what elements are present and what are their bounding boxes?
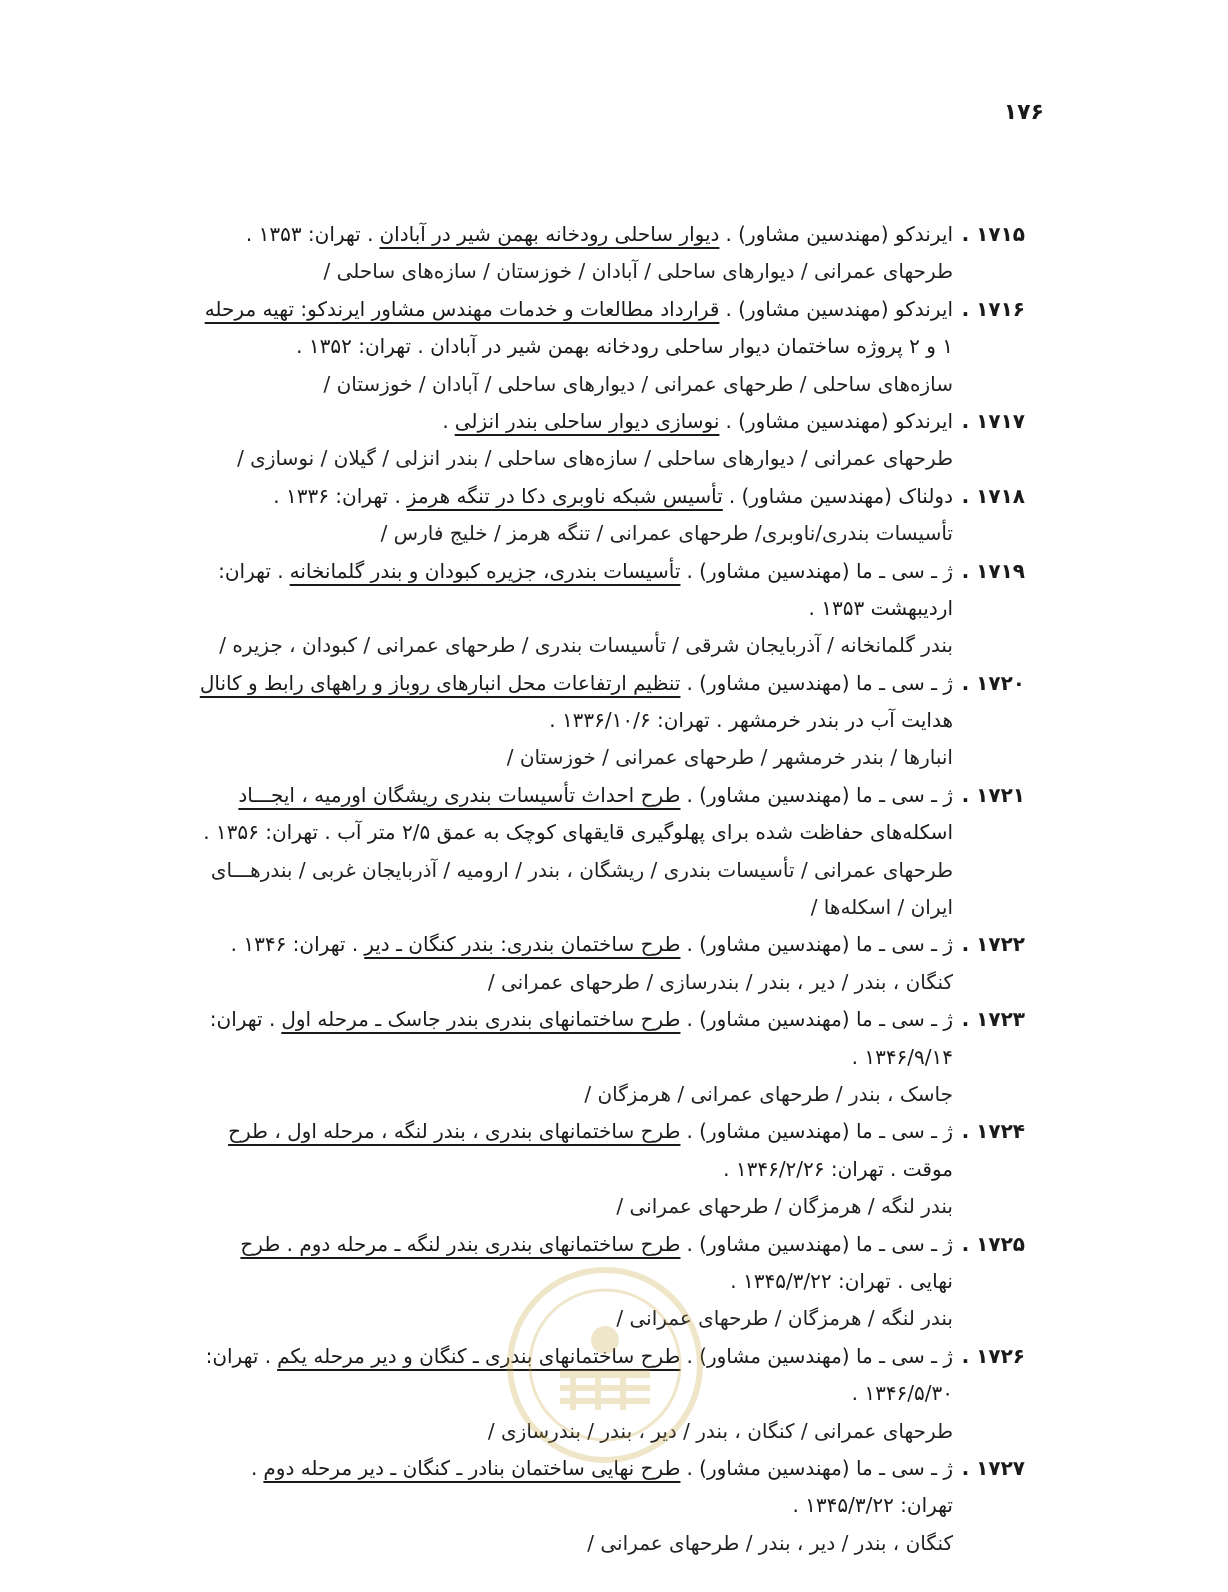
- entry-imprint: .: [442, 408, 449, 433]
- entry-author: ایرندکو (مهندسین مشاور) .: [725, 296, 953, 321]
- entry-author: ژ ـ سی ـ ما (مهندسین مشاور) .: [686, 1119, 953, 1144]
- entry-subject-headings: بندر لنگه / هرمزگان / طرحهای عمرانی /: [616, 1306, 953, 1331]
- bib-entry: [205, 777, 1025, 927]
- bib-entry: [199, 665, 1025, 777]
- entry-title: دیوار ساحلی رودخانه بهمن شیر در آبادان: [379, 222, 720, 246]
- entry-author: ژ ـ سی ـ ما (مهندسین مشاور) .: [686, 670, 953, 695]
- entry-imprint: . تهران: ۱۳۴۶ .: [230, 932, 359, 957]
- entry-citation: [442, 403, 953, 440]
- entry-head-line: [205, 403, 1025, 440]
- entry-author: ژ ـ سی ـ ما (مهندسین مشاور) .: [686, 1455, 953, 1480]
- entry-citation: [206, 1338, 953, 1375]
- entry-number: ۱۷۲۶ .: [961, 1343, 1025, 1368]
- entry-title: تأسیسات بندری، جزیره کبودان و بندر گلمانخانه: [289, 558, 681, 583]
- entry-title: طرح احداث تأسیسات بندری ریشگان اورمیه ، ایجـــاد: [238, 782, 681, 807]
- entry-subject-headings: بندر لنگه / هرمزگان / طرحهای عمرانی /: [616, 1194, 953, 1219]
- entry-continuation: هدایت آب در بندر خرمشهر . تهران: ۱۳۳۶/۱۰/۶ .: [549, 708, 953, 733]
- bib-entry: [205, 216, 1025, 291]
- entry-imprint: . تهران:: [209, 1007, 276, 1032]
- entry-title: طرح ساختمانهای بندری ، بندر لنگه ، مرحله اول ، طرح: [228, 1119, 681, 1144]
- entry-author: ژ ـ سی ـ ما (مهندسین مشاور) .: [686, 1343, 953, 1368]
- entry-continuation: تهران: ۱۳۴۵/۳/۲۲ .: [792, 1493, 953, 1518]
- entry-number: ۱۷۲۷ .: [961, 1455, 1025, 1480]
- entry-imprint: . تهران:: [205, 1343, 272, 1368]
- entry-continuation: ۱۳۴۶/۵/۳۰ .: [851, 1381, 953, 1406]
- entry-citation: [222, 1113, 953, 1150]
- entry-author: ژ ـ سی ـ ما (مهندسین مشاور) .: [686, 782, 953, 807]
- page-number: ۱۷۶: [1003, 100, 1044, 125]
- entry-continuation: اسکله‌های حفاظت شده برای پهلوگیری قایقهای کوچک به عمق ۲/۵ متر آب . تهران: ۱۳۵۶ .: [203, 820, 953, 845]
- entry-number: ۱۷۲۲ .: [961, 932, 1025, 957]
- entry-number: ۱۷۲۱ .: [961, 782, 1025, 807]
- entry-continuation: ۱ و ۲ پروژه ساختمان دیوار ساحلی رودخانه بهمن شیر در آبادان . تهران: ۱۳۵۲ .: [296, 334, 953, 359]
- entry-number: ۱۷۲۵ .: [961, 1231, 1025, 1256]
- entry-continuation: ۱۳۴۶/۹/۱۴ .: [851, 1044, 953, 1069]
- entry-citation: [246, 216, 953, 253]
- entry-head-line: [205, 1338, 1025, 1375]
- entry-head-line: [205, 926, 1025, 963]
- entry-subject-headings: کنگان ، بندر / دیر ، بندر / بندرسازی / طرحهای عمرانی /: [487, 969, 953, 994]
- entry-citation: [194, 665, 953, 702]
- entry-author: ایرندکو (مهندسین مشاور) .: [725, 222, 953, 246]
- entry-citation: [218, 553, 953, 590]
- entry-title: تأسیس شبکه ناوبری دکا در تنگه هرمز: [406, 483, 723, 508]
- entry-citation: [210, 1001, 953, 1038]
- entry-subject-headings: بندر گلمانخانه / آذربایجان شرقی / تأسیسات بندری / طرحهای عمرانی / کبودان ، جزیره /: [219, 633, 953, 658]
- bib-entry: [205, 1450, 1025, 1562]
- entry-citation: [199, 291, 953, 328]
- bib-entry: [205, 1226, 1025, 1338]
- entry-subject-headings: کنگان ، بندر / دیر ، بندر / طرحهای عمرانی /: [587, 1530, 953, 1555]
- entry-subject-headings: سازه‌های ساحلی / طرحهای عمرانی / دیوارهای ساحلی / آبادان / خوزستان /: [323, 371, 953, 396]
- entry-author: ژ ـ سی ـ ما (مهندسین مشاور) .: [686, 1231, 953, 1256]
- entry-imprint: . تهران:: [218, 558, 284, 583]
- entry-author: دولناک (مهندسین مشاور) .: [728, 483, 953, 508]
- bib-entry: [205, 553, 1025, 665]
- entry-subject-headings: طرحهای عمرانی / تأسیسات بندری / ریشگان ، بندر / ارومیه / آذربایجان غربی / بندرهـــای: [210, 857, 953, 882]
- entry-subject-headings: انبارها / بندر خرمشهر / طرحهای عمرانی / خوزستان /: [506, 745, 953, 770]
- entry-imprint: . تهران: ۱۳۵۳ .: [245, 222, 374, 246]
- entry-head-line: [205, 553, 1025, 590]
- entry-number: ۱۷۱۶ .: [961, 296, 1025, 321]
- entry-number: ۱۷۲۳ .: [961, 1007, 1025, 1032]
- entry-subject-headings: ایران / اسکله‌ها /: [810, 895, 953, 920]
- entry-citation: [251, 1450, 953, 1487]
- entry-head-line: [205, 1450, 1025, 1487]
- bib-entry: [205, 1113, 1025, 1225]
- entry-continuation: موقت . تهران: ۱۳۴۶/۲/۲۶ .: [723, 1156, 953, 1181]
- bib-entry: [205, 291, 1025, 403]
- entry-head-line: [205, 777, 1025, 814]
- entry-head-line: [205, 478, 1025, 515]
- bib-entry: [205, 1001, 1025, 1113]
- entry-continuation: اردیبهشت ۱۳۵۳ .: [808, 595, 953, 620]
- entry-subject-headings: تأسیسات بندری/ناوبری/ طرحهای عمرانی / تنگه هرمز / خلیج فارس /: [380, 521, 953, 546]
- bib-entry: [205, 926, 1025, 1001]
- entry-head-line: [205, 216, 1025, 253]
- entry-number: ۱۷۲۴ .: [961, 1119, 1025, 1144]
- entry-citation: [234, 1226, 953, 1263]
- bib-entry: [205, 478, 1025, 553]
- entry-title: تنظیم ارتفاعات محل انبارهای روباز و راههای رابط و کانال: [199, 670, 681, 695]
- entry-head-line: [205, 1113, 1025, 1150]
- entry-citation: [232, 777, 953, 814]
- bib-entry: [205, 1338, 1025, 1450]
- entry-head-line: [199, 665, 1025, 702]
- bib-entry: [205, 403, 1025, 478]
- entry-number: ۱۷۱۷ .: [961, 408, 1025, 433]
- entry-title: طرح ساختمانهای بندری بندر لنگه ـ مرحله دوم . طرح: [240, 1231, 681, 1256]
- entry-subject-headings: طرحهای عمرانی / دیوارهای ساحلی / سازه‌های ساحلی / بندر انزلی / گیلان / نوسازی /: [237, 446, 953, 471]
- entry-continuation: نهایی . تهران: ۱۳۴۵/۳/۲۲ .: [730, 1268, 953, 1293]
- entry-imprint: .: [251, 1455, 258, 1480]
- entry-number: ۱۷۱۵ .: [961, 222, 1025, 246]
- entry-title: طرح ساختمان بندری: بندر کنگان ـ دیر: [364, 932, 681, 957]
- entry-citation: [273, 478, 953, 515]
- entry-number: ۱۷۱۸ .: [961, 483, 1025, 508]
- entry-title: طرح نهایی ساختمان بنادر ـ کنگان ـ دیر مرحله دوم: [263, 1455, 681, 1480]
- entry-head-line: [205, 1001, 1025, 1038]
- entry-author: ژ ـ سی ـ ما (مهندسین مشاور) .: [686, 1007, 953, 1032]
- entry-head-line: [205, 1226, 1025, 1263]
- entry-head-line: [205, 291, 1025, 328]
- entry-number: ۱۷۱۹ .: [961, 558, 1025, 583]
- entry-author: ژ ـ سی ـ ما (مهندسین مشاور) .: [686, 558, 953, 583]
- entry-subject-headings: جاسک ، بندر / طرحهای عمرانی / هرمزگان /: [584, 1081, 953, 1106]
- entry-title: نوسازی دیوار ساحلی بندر انزلی: [454, 408, 720, 433]
- entry-number: ۱۷۲۰ .: [961, 670, 1025, 695]
- entry-imprint: . تهران: ۱۳۳۶ .: [273, 483, 401, 508]
- entry-citation: [231, 926, 953, 963]
- entry-author: ایرندکو (مهندسین مشاور) .: [725, 408, 953, 433]
- entry-title: طرح ساختمانهای بندری بندر جاسک ـ مرحله اول: [281, 1007, 681, 1032]
- entry-subject-headings: طرحهای عمرانی / دیوارهای ساحلی / آبادان / خوزستان / سازه‌های ساحلی /: [323, 259, 953, 284]
- entry-title: طرح ساختمانهای بندری ـ کنگان و دیر مرحله یکم: [277, 1343, 681, 1368]
- entry-title: قرارداد مطالعات و خدمات مهندس مشاور ایرندکو: تهیه مرحله: [204, 296, 720, 321]
- entry-subject-headings: طرحهای عمرانی / کنگان ، بندر / دیر ، بندر / بندرسازی /: [487, 1418, 953, 1443]
- bibliography-list: [199, 216, 1025, 1562]
- entry-author: ژ ـ سی ـ ما (مهندسین مشاور) .: [686, 932, 953, 957]
